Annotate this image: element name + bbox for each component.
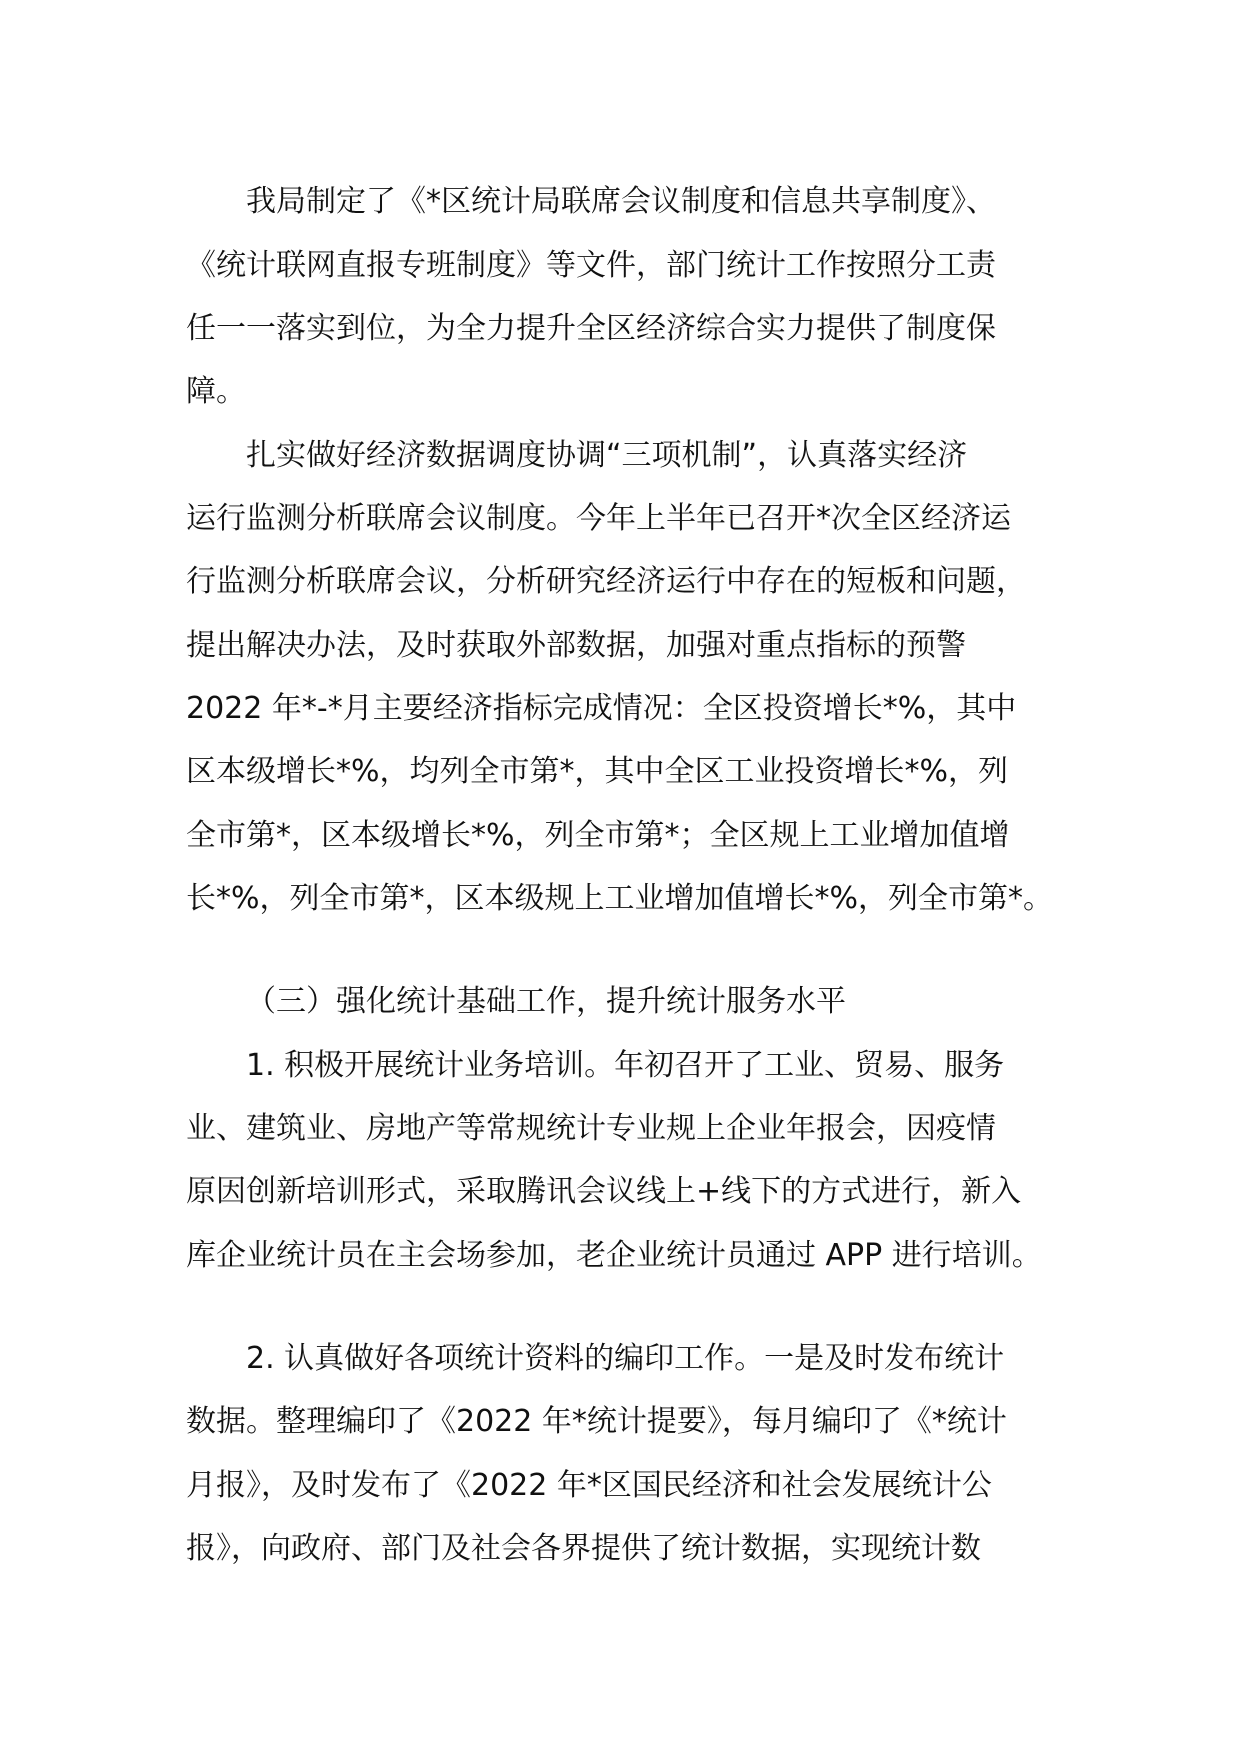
paragraph-line: 1. 积极开展统计业务培训。年初召开了工业、贸易、服务 bbox=[246, 1048, 1005, 1083]
paragraph-line: 扎实做好经济数据调度协调“三项机制”，认真落实经济 bbox=[246, 438, 968, 473]
paragraph-line: 月报》，及时发布了《2022 年*区国民经济和社会发展统计公 bbox=[186, 1468, 992, 1503]
paragraph-line: 报》，向政府、部门及社会各界提供了统计数据，实现统计数 bbox=[186, 1531, 981, 1566]
paragraph-line: 业、建筑业、房地产等常规统计专业规上企业年报会，因疫情 bbox=[186, 1111, 996, 1146]
paragraph-line: 原因创新培训形式，采取腾讯会议线上+线下的方式进行，新入 bbox=[186, 1174, 1022, 1209]
paragraph-line: 我局制定了《*区统计局联席会议制度和信息共享制度》、 bbox=[246, 184, 996, 219]
paragraph-line: 2022 年*-*月主要经济指标完成情况：全区投资增长*%，其中 bbox=[186, 691, 1017, 726]
paragraph-line: 数据。整理编印了《2022 年*统计提要》，每月编印了《*统计 bbox=[186, 1404, 1007, 1439]
paragraph-line: 长*%，列全市第*，区本级规上工业增加值增长*%，列全市第*。 bbox=[186, 881, 1054, 916]
paragraph-line: 运行监测分析联席会议制度。今年上半年已召开*次全区经济运 bbox=[186, 501, 1011, 536]
paragraph-line: 行监测分析联席会议，分析研究经济运行中存在的短板和问题， bbox=[186, 564, 1026, 599]
paragraph-line: 提出解决办法，及时获取外部数据，加强对重点指标的预警 bbox=[186, 628, 966, 663]
paragraph-line: 区本级增长*%，均列全市第*，其中全区工业投资增长*%，列 bbox=[186, 754, 1009, 789]
paragraph-line: 障。 bbox=[186, 374, 246, 409]
paragraph-line: 任一一落实到位，为全力提升全区经济综合实力提供了制度保 bbox=[186, 311, 996, 346]
section-heading: （三）强化统计基础工作，提升统计服务水平 bbox=[246, 984, 846, 1019]
paragraph-line: 2. 认真做好各项统计资料的编印工作。一是及时发布统计 bbox=[246, 1341, 1005, 1376]
paragraph-line: 《统计联网直报专班制度》等文件，部门统计工作按照分工责 bbox=[186, 248, 996, 283]
paragraph-line: 库企业统计员在主会场参加，老企业统计员通过 APP 进行培训。 bbox=[186, 1238, 1042, 1273]
paragraph-line: 全市第*，区本级增长*%，列全市第*；全区规上工业增加值增 bbox=[186, 818, 1010, 853]
